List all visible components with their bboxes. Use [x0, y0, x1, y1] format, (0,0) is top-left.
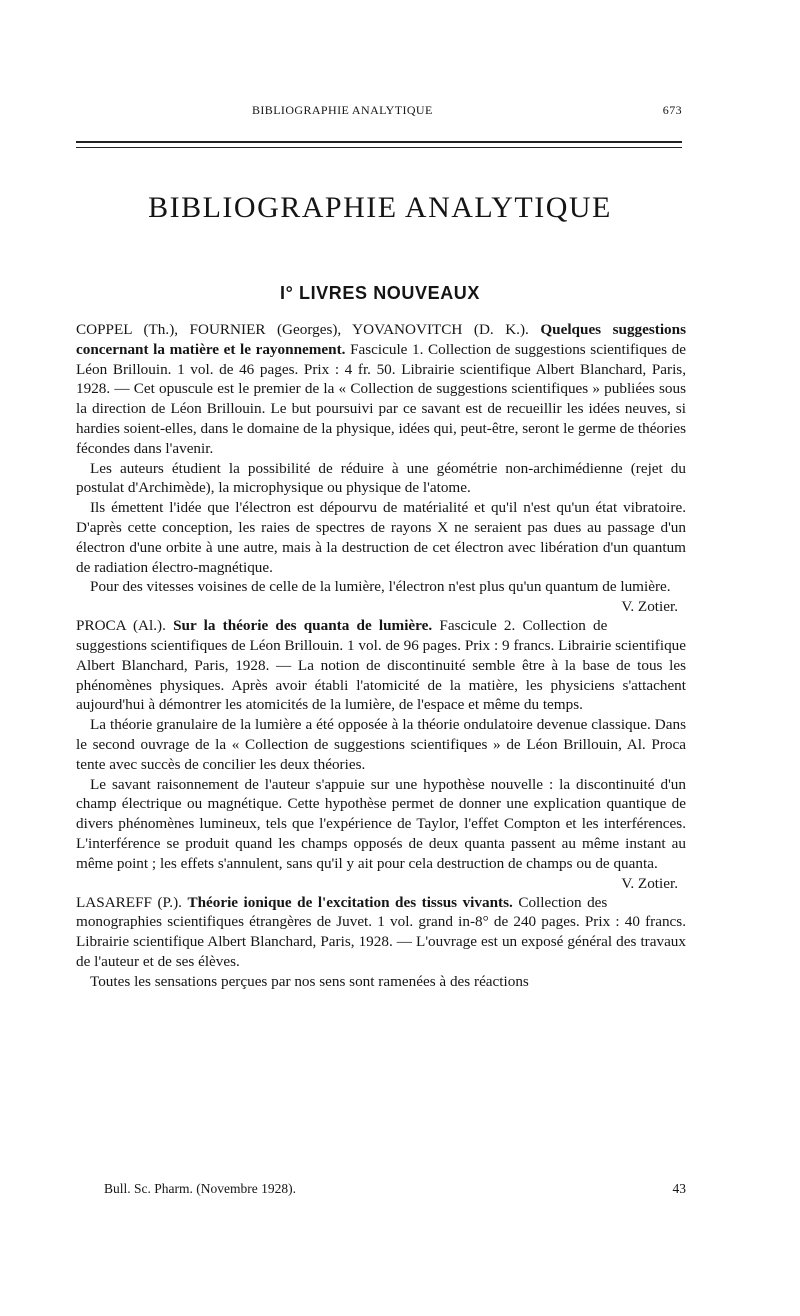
entry-paragraph-text: Le savant raisonnement de l'auteur s'appuie sur une hypothèse nouvelle : la discontinuité d'un champ électrique ou magnétique. Cette hypothèse permet de donner une explication quantique de divers phénomènes lumineux, tels que l'expérience de Taylor, l'effet Compton et les interférences. L'interférence se produit quand les champs opposés de deux quanta passent au même instant au même point ; les effets s'annulent, sans qu'il y ait pour cela destruction de champs ou de quanta. [76, 775, 686, 872]
entry-authors: PROCA (Al.). [76, 617, 166, 635]
entry-heading [76, 320, 686, 459]
entry-paragraph-text: Pour des vitesses voisines de celle de la lumière, l'électron n'est plus qu'un quantum de lumière. [90, 578, 671, 596]
running-head [76, 103, 682, 123]
entry-work-title: Quelques suggestions concernant la matière et le rayonnement. [76, 321, 687, 358]
entry-authors: LASAREFF (P.). [76, 893, 182, 911]
entry-details: Fascicule 2. Collection de suggestions scientifiques de Léon Brillouin. 1 vol. de 96 pages. Prix : 9 francs. Librairie scientifique Albert Blanchard, Paris, 1928. — La notion de discontinuité semble être à la base de tous les phénomènes physiques. Après avoir établi l'atomicité de la matière, les physiciens s'attachent aujourd'hui à démontrer les atomicités de la lumière, de l'espace et même du temps. [76, 617, 686, 714]
section-title: I° LIVRES NOUVEAUX [279, 283, 481, 303]
review-entry-lasareff [76, 893, 686, 992]
entry-heading [76, 616, 686, 715]
entry-signature: V. Zotier. [621, 598, 678, 616]
entry-details: Collection des monographies scientifiques étrangères de Juvet. 1 vol. grand in-8° de 240 pages. Prix : 40 francs. Librairie scientifique Albert Blanchard, Paris, 1928. — L'ouvrage est un exposé général des travaux de l'auteur et de ses élèves. [76, 893, 686, 970]
review-entry-proca [76, 616, 686, 892]
header-rule-thick [76, 141, 682, 143]
header-rule-thin [76, 147, 682, 148]
main-title: BIBLIOGRAPHIE ANALYTIQUE [148, 191, 612, 224]
entry-authors: COPPEL (Th.), FOURNIER (Georges), YOVANOVITCH (D. K.). [76, 321, 529, 338]
entry-paragraph: Ils émettent l'idée que l'électron est dépourvu de matérialité et qu'il n'est qu'un état vibratoire. D'après cette conception, les raies de spectres de rayons X ne seraient pas dues au passage d'un électron d'une orbite à une autre, mais à la destruction de cet électron avec libération d'un quantum de radiation électro-magnétique. [76, 499, 686, 576]
entry-heading [76, 893, 686, 972]
entry-paragraph: Les auteurs étudient la possibilité de réduire à une géométrie non-archimédienne (rejet du postulat d'Archimède), la microphysique ou physique de l'atome. [76, 459, 686, 497]
review-body [76, 320, 686, 1011]
entry-signature: V. Zotier. [621, 874, 678, 892]
entry-paragraph [76, 577, 686, 616]
entry-work-title: Théorie ionique de l'excitation des tissus vivants. [187, 893, 513, 911]
review-entry-coppel [76, 320, 687, 616]
entry-work-title: Sur la théorie des quanta de lumière. [173, 617, 433, 635]
footer-journal: Bull. Sc. Pharm. (Novembre 1928). [104, 1181, 296, 1196]
footer-signature-mark: 43 [672, 1181, 686, 1196]
entry-paragraph: Toutes les sensations perçues par nos sens sont ramenées à des réactions [90, 972, 529, 990]
entry-paragraph: La théorie granulaire de la lumière a été opposée à la théorie ondulatoire devenue classique. Dans le second ouvrage de la « Collection de suggestions scientifiques » de Léon Brillouin, Al. Proca tente avec succès de concilier les deux théories. [76, 716, 686, 773]
page-footer [104, 1181, 686, 1201]
running-head-title: BIBLIOGRAPHIE ANALYTIQUE [252, 103, 433, 117]
entry-paragraph [76, 775, 686, 892]
entry-details: Fascicule 1. Collection de suggestions scientifiques de Léon Brillouin. 1 vol. de 46 pages. Prix : 4 fr. 50. Librairie scientifique Albert Blanchard, Paris, 1928. — Cet opuscule est le premier de la « Collection de suggestions scientifiques » publiées sous la direction de Léon Brillouin. Le but poursuivi par ce savant est de recueillir les idées neuves, si hardies soient-elles, dans le domaine de la physique, idées qui, peut-être, seront le germe de théories fécondes dans l'avenir. [76, 340, 686, 457]
page-number: 673 [662, 103, 682, 117]
